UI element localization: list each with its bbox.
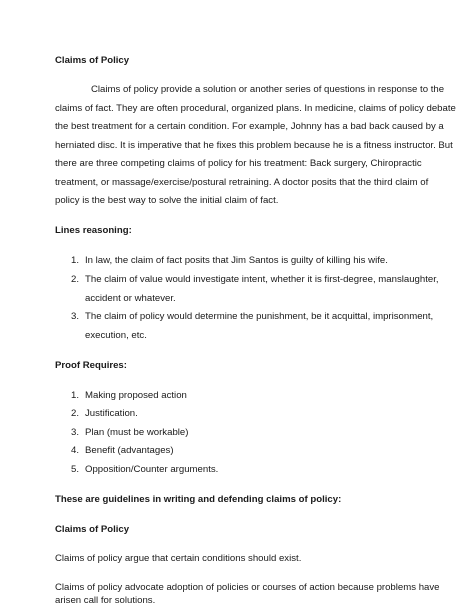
intro-line: there are three competing claims of policy for his treatment: Back surgery, Chiropractic	[55, 158, 422, 170]
list-number: 1.	[71, 389, 80, 401]
intro-line: policy is the best way to solve the initial claim of fact.	[55, 195, 279, 207]
list-number: 2.	[71, 408, 80, 420]
claims-of-policy-subheading: Claims of Policy	[55, 523, 130, 535]
paragraph: Claims of policy argue that certain conditions should exist.	[55, 552, 302, 564]
guidelines-heading: These are guidelines in writing and defending claims of policy:	[55, 493, 342, 505]
list-number: 5.	[71, 463, 80, 475]
list-text: Benefit (advantages)	[85, 445, 174, 457]
list-text: accident or whatever.	[85, 292, 176, 304]
list-number: 2.	[71, 273, 80, 285]
list-text: The claim of value would investigate intent, whether it is first-degree, manslaughter,	[85, 273, 439, 285]
list-text: Opposition/Counter arguments.	[85, 463, 219, 475]
intro-line: herniated disc. It is imperative that he fixes this problem because he is a fitness instructor. But	[55, 139, 453, 151]
list-number: 4.	[71, 445, 80, 457]
paragraph-line: arisen call for solutions.	[55, 595, 156, 606]
list-text: execution, etc.	[85, 329, 147, 341]
list-text: The claim of policy would determine the punishment, be it acquittal, imprisonment,	[85, 311, 434, 323]
intro-line: claims of fact. They are often procedural, organized plans. In medicine, claims of policy debate	[55, 102, 456, 114]
doc-title: Claims of Policy	[55, 55, 130, 66]
list-text: Justification.	[85, 408, 138, 420]
proof-requires-heading: Proof Requires:	[55, 359, 127, 371]
list-number: 1.	[71, 255, 80, 267]
intro-line: Claims of policy provide a solution or another series of questions in response to the	[91, 83, 445, 95]
lines-reasoning-heading: Lines reasoning:	[55, 225, 132, 237]
paragraph-line: Claims of policy advocate adoption of policies or courses of action because problems have	[55, 581, 440, 593]
list-number: 3.	[71, 311, 80, 323]
list-text: In law, the claim of fact posits that Jim Santos is guilty of killing his wife.	[85, 255, 388, 267]
list-number: 3.	[71, 426, 80, 438]
list-text: Plan (must be workable)	[85, 426, 189, 438]
list-text: Making proposed action	[85, 389, 187, 401]
intro-line: the best treatment for a certain condition. For example, Johnny has a bad back caused by a	[55, 121, 444, 133]
intro-line: treatment, or massage/exercise/postural retraining. A doctor posits that the third claim of	[55, 176, 429, 188]
